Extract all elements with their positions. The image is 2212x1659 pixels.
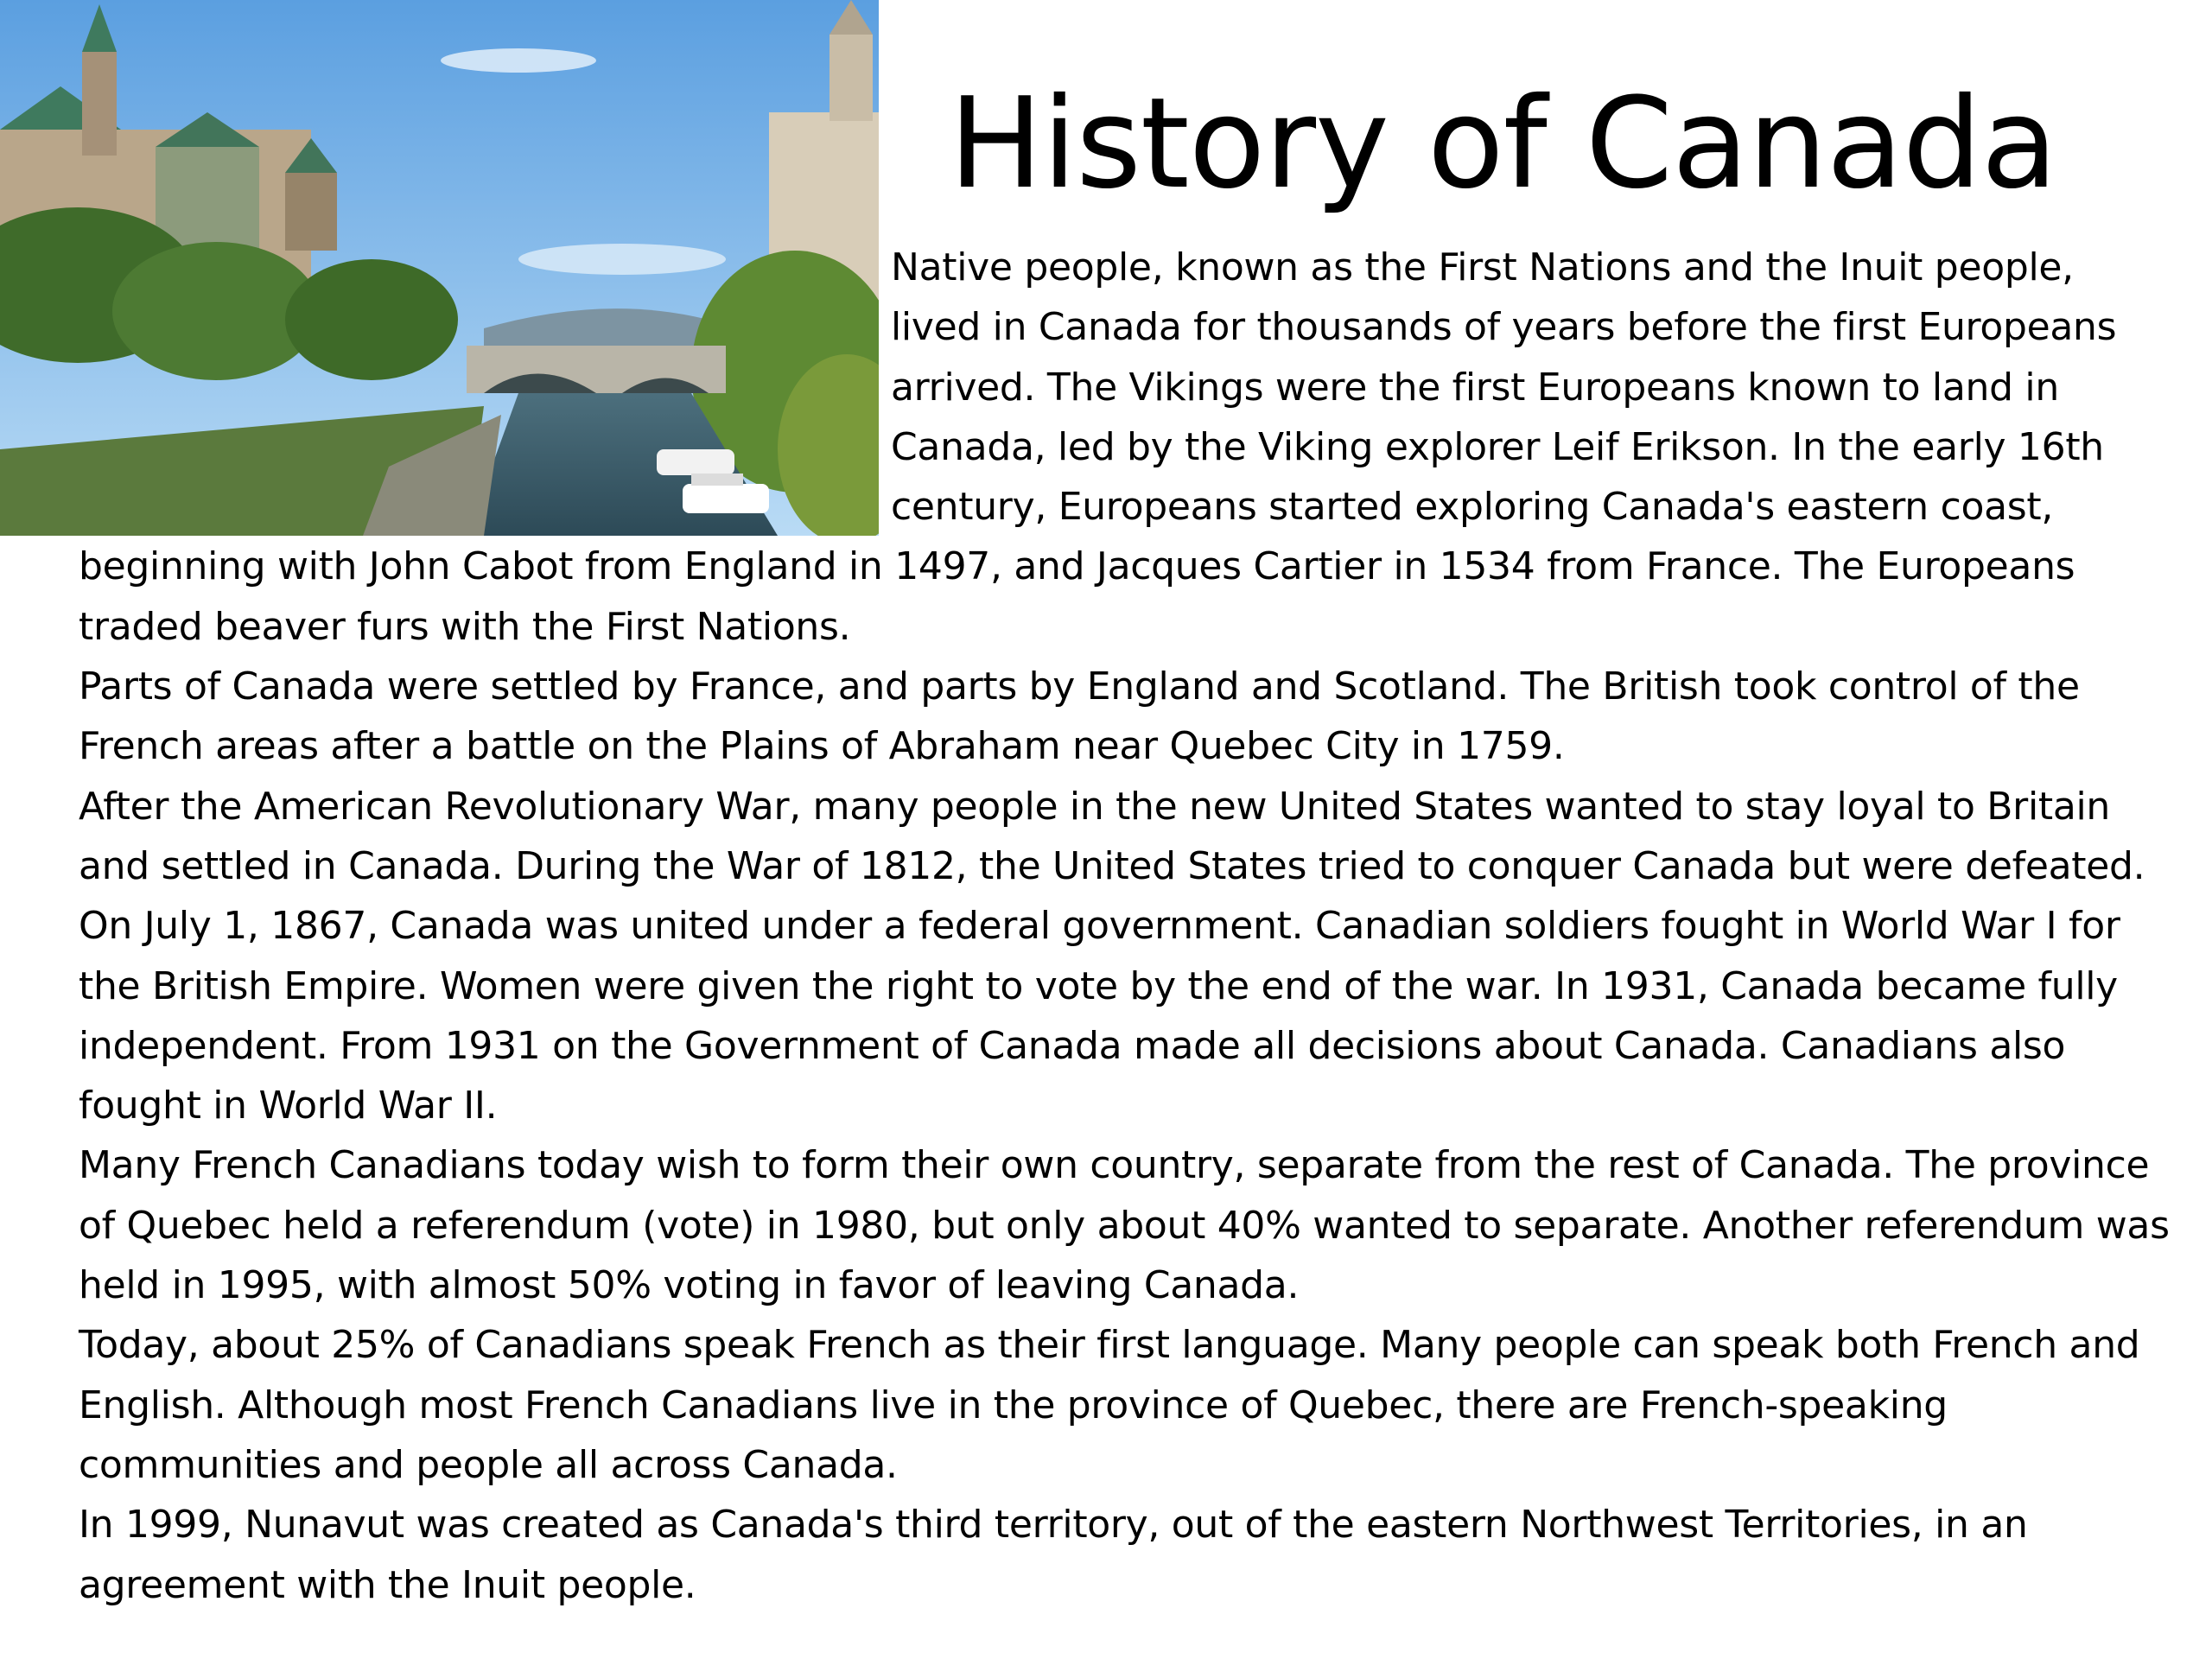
paragraph-independence: After the American Revolutionary War, many people in the new United States wanted to stay loyal to Britain and settled in Canada. During the War of 1812, the United States tried to conquer Canada but were defeated. On July 1, 1867, Canada was united under a federal government. Canadian soldiers fought in World War I for the British Empire. Women were given the right to vote by the end of the war. In 1931, Canada became fully independent. From 1931 on the Government of Canada made all decisions about Canada. Canadians also fought in World War II. [79,784,2145,1128]
paragraph-native-peoples: Native people, known as the First Nations and the Inuit people, lived in Canada for thousands of years before the first Europeans arrived. The Vikings were the first Europeans known to land in Canada, led by the Viking explorer Leif Erikson. In the early 16th century, Europeans started exploring Canada's eastern coast, beginning with John Cabot from England in 1497, and Jacques Cartier in 1534 from France. The Europeans traded beaver furs with the First Nations. [79,245,2117,649]
paragraph-quebec-referendums: Many French Canadians today wish to form their own country, separate from the rest of Canada. The province of Quebec held a referendum (vote) in 1980, but only about 40% wanted to separate. Another referendum was held in 1995, with almost 50% voting in favor of leaving Canada. [79,1143,2170,1308]
paragraph-settlement: Parts of Canada were settled by France, and parts by England and Scotland. The British took control of the French areas after a battle on the Plains of Abraham near Quebec City in 1759. [79,664,2080,769]
slide-title: History of Canada [949,71,2057,217]
slide-body [79,238,2170,1615]
paragraph-nunavut: In 1999, Nunavut was created as Canada's third territory, out of the eastern Northwest Territories, in an agreement with the Inuit people. [79,1503,2028,1607]
paragraph-french-language: Today, about 25% of Canadians speak French as their first language. Many people can speak both French and English. Although most French Canadians live in the province of Quebec, there are French-speaking communities and people all across Canada. [79,1323,2140,1487]
image-wrap-spacer [79,238,891,536]
